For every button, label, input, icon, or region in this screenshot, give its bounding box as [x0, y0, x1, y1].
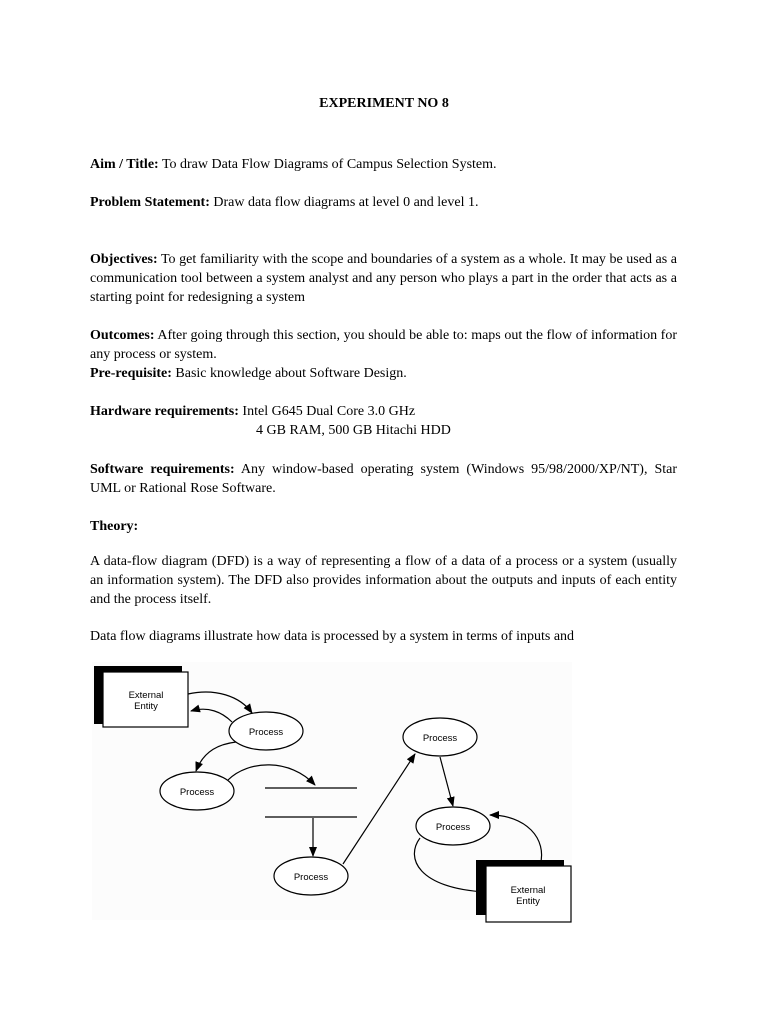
process-node-2 [160, 772, 234, 810]
process-node-4 [403, 718, 477, 756]
process-node-3 [274, 857, 348, 895]
objectives-label: Objectives: [90, 252, 158, 267]
external-entity-bottom [476, 860, 571, 922]
process-node-5 [416, 807, 490, 845]
aim-text: To draw Data Flow Diagrams of Campus Selection System. [158, 157, 497, 172]
entity-top-label-2: Entity [134, 701, 158, 712]
svg-text:Process: Process [248, 727, 284, 738]
entity-bottom-label-2: Entity [516, 896, 540, 907]
page-title: EXPERIMENT NO 8 [319, 96, 449, 111]
svg-text:Process: Process [293, 872, 329, 883]
problem-text: Draw data flow diagrams at level 0 and level 1. [209, 195, 479, 210]
prerequisite-label: Pre-requisite: [90, 366, 172, 381]
external-entity-top [94, 666, 188, 727]
outcomes-label: Outcomes: [90, 328, 155, 343]
hardware-line2: 4 GB RAM, 500 GB Hitachi HDD [256, 423, 451, 438]
entity-bottom-label-1: External [510, 885, 546, 896]
theory-heading: Theory: [90, 519, 139, 534]
problem-label: Problem Statement: [90, 195, 210, 210]
software-label: Software requirements: [90, 462, 235, 477]
software-text: Any window-based operating system (Windows 95/98/2000/XP/NT), Star UML or Rational Rose Software. [90, 462, 677, 496]
theory-paragraph-1: A data-flow diagram (DFD) is a way of representing a flow of a data of a process or a system (usually an information system). The DFD also provides information about the outputs and inputs of each entity and the process itself. [90, 554, 677, 607]
theory-paragraph-2: Data flow diagrams illustrate how data is processed by a system in terms of inputs and [90, 629, 575, 644]
svg-text:Process: Process [435, 822, 471, 833]
outcomes-text: After going through this section, you should be able to: maps out the flow of information for any process or system. [90, 328, 677, 362]
hardware-label: Hardware requirements: [90, 404, 239, 419]
process-node-1 [229, 712, 303, 750]
prerequisite-text: Basic knowledge about Software Design. [171, 366, 407, 381]
hardware-line1: Intel G645 Dual Core 3.0 GHz [238, 404, 416, 419]
objectives-text: To get familiarity with the scope and boundaries of a system as a whole. It may be used as a communication tool between a system analyst and any person who plays a part in the order that acts as a starting point for redesigning a system [90, 252, 677, 305]
svg-text:Process: Process [179, 787, 215, 798]
entity-top-label-1: External [128, 690, 164, 701]
svg-text:Process: Process [422, 733, 458, 744]
aim-label: Aim / Title: [90, 157, 159, 172]
